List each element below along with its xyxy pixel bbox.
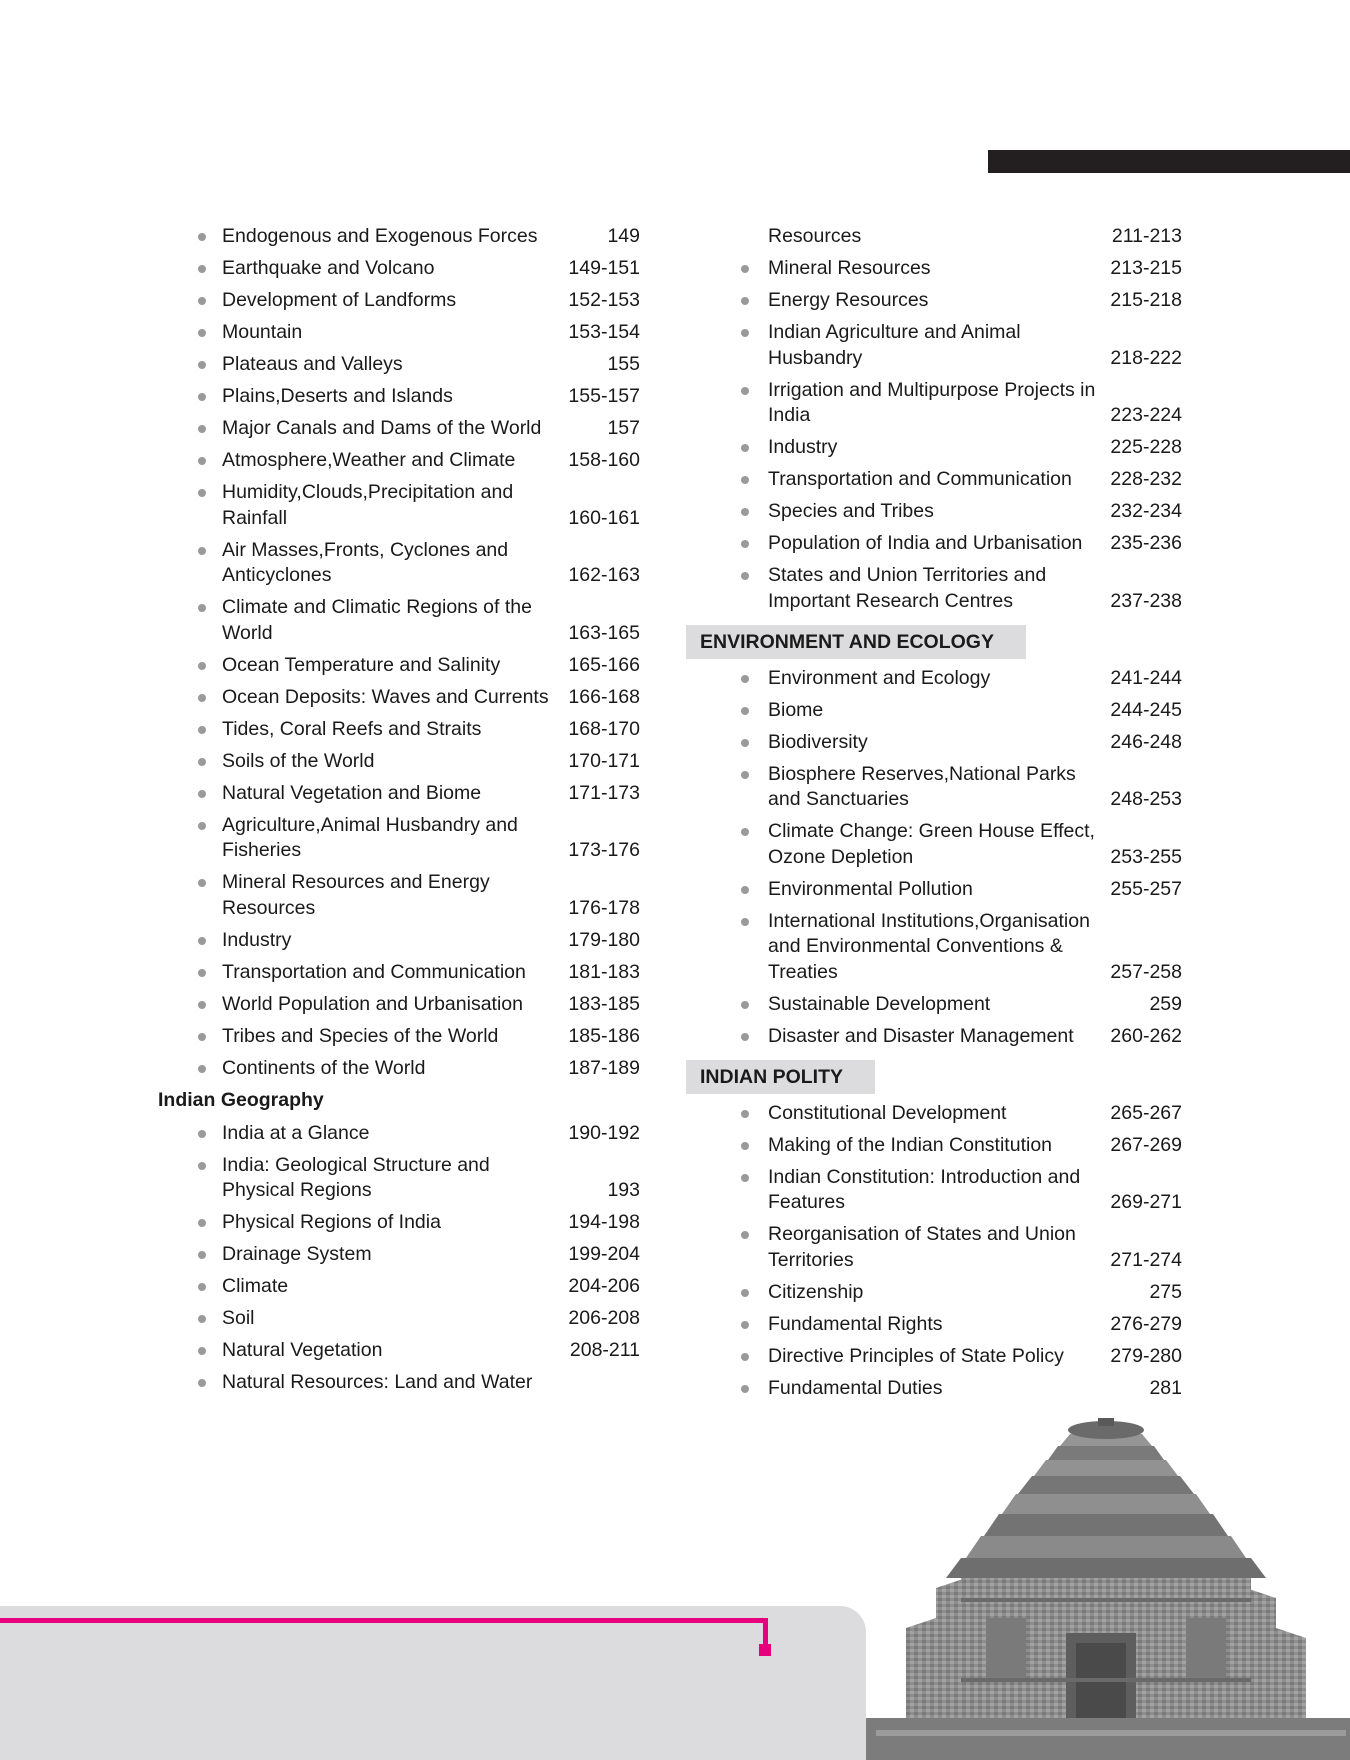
toc-entry-title: World Population and Urbanisation — [222, 992, 523, 1015]
bullet-icon — [741, 540, 749, 548]
bullet-icon — [741, 1001, 749, 1009]
toc-entry — [686, 666, 1182, 692]
toc-entry-title: Natural Vegetation — [222, 1339, 383, 1361]
toc-entry — [158, 1153, 640, 1204]
bullet-icon — [741, 329, 749, 337]
toc-entry-title: Environmental Pollution — [768, 877, 973, 900]
toc-entry-title: Population of India and Urbanisation — [768, 532, 1083, 554]
toc-entry-title: Species and Tribes — [768, 500, 934, 522]
toc-entry — [158, 1210, 640, 1236]
bullet-icon — [198, 790, 206, 798]
bullet-icon — [198, 1130, 206, 1138]
toc-entry-title: Making of the Indian Constitution — [768, 1133, 1053, 1156]
bullet-icon — [198, 297, 206, 305]
bullet-icon — [198, 1315, 206, 1323]
toc-entry — [686, 563, 1182, 614]
toc-entry-title: Indian Agriculture and Animal Husbandry — [768, 321, 1021, 369]
toc-entry — [686, 992, 1182, 1018]
toc-entry-title: Biosphere Reserves,National Parks and Sanctuaries — [768, 762, 1076, 810]
bullet-icon — [741, 675, 749, 683]
toc-entry-title: Fundamental Rights — [768, 1312, 943, 1335]
bullet-icon — [198, 1001, 206, 1009]
toc-entry-page: 208-211 — [569, 1339, 640, 1361]
bullet-icon — [741, 297, 749, 305]
bullet-icon — [198, 457, 206, 465]
toc-entry — [158, 384, 640, 410]
bullet-icon — [741, 828, 749, 836]
toc-entry-title: Climate — [222, 1275, 289, 1297]
toc-entry — [158, 595, 640, 646]
bullet-icon — [741, 1385, 749, 1393]
toc-entry — [158, 1274, 640, 1300]
toc-entry — [686, 909, 1182, 986]
toc-entry-title: Major Canals and Dams of the World — [222, 417, 542, 439]
bullet-icon — [741, 886, 749, 894]
toc-entry-page: 269-271 — [1110, 1191, 1182, 1213]
toc-entry — [158, 1056, 640, 1082]
toc-entry — [686, 1165, 1182, 1216]
bullet-icon — [198, 547, 206, 555]
bullet-icon — [198, 937, 206, 945]
toc-entry-page: 199-204 — [568, 1243, 640, 1265]
toc-entry — [686, 1280, 1182, 1306]
toc-entry-title: States and Union Territories and Important Research Centres — [768, 564, 1047, 612]
toc-entry — [686, 819, 1182, 870]
toc-entry-title: Tides, Coral Reefs and Straits — [222, 717, 482, 740]
section-heading-environment-and-ecology: ENVIRONMENT AND ECOLOGY — [686, 625, 1026, 659]
toc-entry-title: Climate Change: Green House Effect, Ozone Depletion — [768, 820, 1095, 868]
toc-entry-page: 170-171 — [568, 749, 640, 772]
toc-entry-page: 155-157 — [568, 385, 640, 407]
toc-entry — [158, 1338, 640, 1364]
toc-entry-title: Agriculture,Animal Husbandry and Fisheries — [222, 813, 518, 861]
bullet-icon — [198, 879, 206, 887]
toc-entry-title: Biome — [768, 698, 824, 721]
bullet-icon — [741, 572, 749, 580]
toc-entry-page: 157 — [607, 417, 640, 439]
footer-accent-cap — [759, 1644, 771, 1656]
toc-entry — [158, 538, 640, 589]
toc-entry — [686, 378, 1182, 429]
toc-entry-title: Plateaus and Valleys — [222, 353, 403, 375]
toc-entry — [158, 1121, 640, 1147]
bullet-icon — [198, 329, 206, 337]
toc-entry-page: 218-222 — [1110, 346, 1182, 369]
toc-entry-page: 153-154 — [568, 321, 640, 343]
bullet-icon — [198, 425, 206, 433]
bullet-icon — [741, 1289, 749, 1297]
bullet-icon — [741, 707, 749, 715]
toc-entry-title: International Institutions,Organisation and Environmental Conventions & Treaties — [768, 909, 1090, 983]
toc-entry — [686, 531, 1182, 557]
toc-entry — [158, 653, 640, 679]
toc-entry — [686, 762, 1182, 813]
toc-entry — [686, 288, 1182, 314]
toc-entry — [686, 698, 1182, 724]
toc-entry-title: Sustainable Development — [768, 992, 991, 1015]
bullet-icon — [198, 662, 206, 670]
toc-entry-page: 259 — [1149, 992, 1182, 1015]
toc-column-left — [158, 224, 640, 1402]
toc-entry — [686, 224, 1182, 250]
section-heading-indian-polity: INDIAN POLITY — [686, 1060, 875, 1094]
toc-entry — [158, 992, 640, 1018]
toc-entry-title: Fundamental Duties — [768, 1376, 943, 1399]
toc-entry-title: Disaster and Disaster Management — [768, 1024, 1074, 1047]
toc-entry-page: 185-186 — [568, 1024, 640, 1047]
toc-entry-page: 213-215 — [1110, 257, 1182, 279]
toc-entry-title: Climate and Climatic Regions of the World — [222, 596, 532, 644]
toc-entry-page: 181-183 — [568, 960, 640, 983]
toc-entry — [686, 1376, 1182, 1402]
toc-entry — [686, 256, 1182, 282]
toc-entry — [158, 781, 640, 807]
toc-entry-title: Endogenous and Exogenous Forces — [222, 225, 538, 247]
toc-entry-title: Biodiversity — [768, 730, 868, 753]
toc-entry-page: 171-173 — [568, 781, 640, 804]
bullet-icon — [741, 739, 749, 747]
toc-entry-page: 232-234 — [1110, 500, 1182, 522]
bullet-icon — [198, 1347, 206, 1355]
toc-entry-page: 165-166 — [568, 653, 640, 676]
toc-entry-page: 211-213 — [1111, 225, 1182, 247]
toc-entry-title: Humidity,Clouds,Precipitation and Rainfall — [222, 481, 514, 529]
bullet-icon — [198, 694, 206, 702]
toc-entry-title: Resources — [768, 225, 862, 247]
toc-entry-page: 152-153 — [568, 289, 640, 311]
toc-entry — [158, 1242, 640, 1268]
toc-entry-title: Physical Regions of India — [222, 1211, 441, 1233]
toc-entry-title: Irrigation and Multipurpose Projects in India — [768, 378, 1096, 426]
toc-entry-page: 149-151 — [568, 257, 640, 279]
bullet-icon — [198, 969, 206, 977]
toc-entry-title: Industry — [222, 928, 292, 951]
toc-entry-title: Transportation and Communication — [768, 468, 1072, 490]
toc-entry-page: 204-206 — [568, 1275, 640, 1297]
toc-entry-page: 281 — [1149, 1376, 1182, 1399]
bullet-icon — [741, 1033, 749, 1041]
toc-entry-page: 255-257 — [1110, 877, 1182, 900]
toc-entry-title: Mineral Resources — [768, 257, 931, 279]
bullet-icon — [741, 476, 749, 484]
header-bar — [988, 150, 1350, 173]
section-heading-indian-geography: Indian Geography — [158, 1088, 324, 1111]
toc-entry-page: 248-253 — [1110, 788, 1182, 810]
bullet-icon — [198, 604, 206, 612]
toc-entry-title: Energy Resources — [768, 289, 929, 311]
toc-entry — [158, 416, 640, 442]
toc-entry-page: 244-245 — [1110, 698, 1182, 721]
toc-entry — [158, 960, 640, 986]
toc-entry-page: 223-224 — [1110, 404, 1182, 426]
toc-entry-title: Continents of the World — [222, 1056, 426, 1079]
toc-entry-title: Natural Resources: Land and Water — [222, 1371, 533, 1393]
toc-entry-title: Constitutional Development — [768, 1101, 1007, 1124]
toc-entry — [686, 1101, 1182, 1127]
bullet-icon — [198, 489, 206, 497]
toc-entry-page: 173-176 — [568, 839, 640, 861]
toc-entry-page: 168-170 — [568, 717, 640, 740]
toc-entry-page: 160-161 — [568, 506, 640, 529]
bullet-icon — [198, 1379, 206, 1387]
toc-entry-page: 271-274 — [1110, 1248, 1182, 1271]
toc-entry-title: Drainage System — [222, 1243, 372, 1265]
bullet-icon — [741, 444, 749, 452]
bullet-icon — [741, 1142, 749, 1150]
bullet-icon — [198, 758, 206, 766]
toc-entry-title: Atmosphere,Weather and Climate — [222, 449, 516, 471]
bullet-icon — [741, 265, 749, 273]
bullet-icon — [741, 387, 749, 395]
toc-entry-page: 241-244 — [1110, 666, 1182, 689]
toc-entry-page: 163-165 — [568, 621, 640, 644]
toc-entry-title: Reorganisation of States and Union Territories — [768, 1223, 1076, 1271]
toc-entry — [686, 730, 1182, 756]
bullet-icon — [198, 393, 206, 401]
toc-entry — [158, 352, 640, 378]
toc-column-right — [686, 224, 1182, 1408]
bullet-icon — [741, 1321, 749, 1329]
toc-entry-title: Industry — [768, 436, 838, 458]
toc-entry-page: 276-279 — [1110, 1312, 1182, 1335]
toc-entry-page: 183-185 — [568, 992, 640, 1015]
toc-entry-page: 257-258 — [1110, 960, 1182, 983]
bullet-icon — [198, 1251, 206, 1259]
toc-entry — [158, 685, 640, 711]
toc-entry — [158, 1024, 640, 1050]
toc-entry-page: 187-189 — [568, 1056, 640, 1079]
toc-entry-title: Soils of the World — [222, 749, 375, 772]
toc-entry-page: 228-232 — [1110, 468, 1182, 490]
toc-entry-page: 260-262 — [1110, 1024, 1182, 1047]
toc-entry-page: 225-228 — [1110, 436, 1182, 458]
toc-entry — [686, 877, 1182, 903]
toc-entry-title: Mountain — [222, 321, 303, 343]
bullet-icon — [198, 361, 206, 369]
toc-entry — [158, 717, 640, 743]
toc-entry — [686, 1133, 1182, 1159]
toc-entry-page: 235-236 — [1110, 532, 1182, 554]
toc-entry-title: Citizenship — [768, 1280, 864, 1303]
bullet-icon — [198, 265, 206, 273]
toc-entry — [686, 1312, 1182, 1338]
toc-entry — [158, 928, 640, 954]
toc-entry-page: 246-248 — [1110, 730, 1182, 753]
toc-entry-page: 158-160 — [568, 449, 640, 471]
bullet-icon — [741, 918, 749, 926]
toc-entry-title: Natural Vegetation and Biome — [222, 781, 482, 804]
toc-entry — [158, 870, 640, 921]
toc-entry-title: Environment and Ecology — [768, 666, 991, 689]
toc-entry-title: Air Masses,Fronts, Cyclones and Anticyclones — [222, 538, 509, 586]
toc-entry-page: 179-180 — [568, 928, 640, 951]
toc-entry — [158, 256, 640, 282]
toc-entry-page: 265-267 — [1110, 1101, 1182, 1124]
toc-entry-title: India at a Glance — [222, 1121, 370, 1144]
toc-entry — [686, 320, 1182, 371]
toc-entry-page: 166-168 — [568, 685, 640, 708]
bullet-icon — [198, 233, 206, 241]
toc-entry — [158, 288, 640, 314]
toc-entry-title: Development of Landforms — [222, 289, 457, 311]
toc-entry-page: 215-218 — [1110, 289, 1182, 311]
toc-entry — [686, 1344, 1182, 1370]
toc-entry-page: 190-192 — [568, 1121, 640, 1144]
bullet-icon — [198, 1283, 206, 1291]
toc-entry — [158, 813, 640, 864]
toc-entry-title: Directive Principles of State Policy — [768, 1344, 1064, 1367]
toc-entry — [686, 1024, 1182, 1050]
toc-entry — [158, 1370, 640, 1396]
bullet-icon — [741, 508, 749, 516]
bullet-icon — [741, 1174, 749, 1182]
toc-entry-page: 176-178 — [568, 896, 640, 919]
bullet-icon — [198, 1065, 206, 1073]
toc-entry-title: Tribes and Species of the World — [222, 1024, 499, 1047]
toc-entry — [686, 435, 1182, 461]
toc-entry-page: 253-255 — [1110, 845, 1182, 868]
toc-entry — [686, 499, 1182, 525]
toc-entry-title: India: Geological Structure and Physical Regions — [222, 1153, 490, 1201]
bullet-icon — [198, 1033, 206, 1041]
toc-entry-title: Soil — [222, 1307, 255, 1329]
toc-entry — [686, 467, 1182, 493]
toc-entry-page: 206-208 — [568, 1307, 640, 1329]
toc-entry-page: 237-238 — [1110, 589, 1182, 612]
temple-illustration — [866, 1418, 1350, 1760]
toc-entry-page: 275 — [1149, 1280, 1182, 1303]
toc-entry — [158, 448, 640, 474]
toc-entry-page: 193 — [607, 1179, 640, 1201]
bullet-icon — [741, 1231, 749, 1239]
toc-entry-page: 279-280 — [1110, 1344, 1182, 1367]
toc-entry-title: Ocean Temperature and Salinity — [222, 653, 501, 676]
toc-entry-title: Transportation and Communication — [222, 960, 526, 983]
bullet-icon — [198, 1162, 206, 1170]
toc-entry-page: 267-269 — [1110, 1133, 1182, 1156]
toc-entry-title: Mineral Resources and Energy Resources — [222, 871, 490, 919]
footer-accent-line — [0, 1618, 768, 1623]
bullet-icon — [741, 1110, 749, 1118]
bullet-icon — [741, 771, 749, 779]
toc-entry — [158, 320, 640, 346]
bullet-icon — [198, 726, 206, 734]
toc-entry-page: 162-163 — [568, 564, 640, 586]
bullet-icon — [198, 1219, 206, 1227]
toc-entry-page: 194-198 — [568, 1211, 640, 1233]
footer-panel — [0, 1606, 866, 1760]
toc-entry-title: Ocean Deposits: Waves and Currents — [222, 685, 549, 708]
toc-entry-page: 149 — [607, 225, 640, 247]
toc-entry-title: Earthquake and Volcano — [222, 257, 435, 279]
toc-entry — [158, 480, 640, 531]
bullet-icon — [198, 822, 206, 830]
toc-entry-title: Indian Constitution: Introduction and Features — [768, 1165, 1081, 1213]
bullet-icon — [741, 1353, 749, 1361]
toc-entry — [158, 1306, 640, 1332]
toc-entry — [158, 749, 640, 775]
toc-entry — [158, 224, 640, 250]
toc-entry-page: 155 — [607, 353, 640, 375]
toc-entry — [686, 1222, 1182, 1273]
toc-entry-title: Plains,Deserts and Islands — [222, 385, 453, 407]
